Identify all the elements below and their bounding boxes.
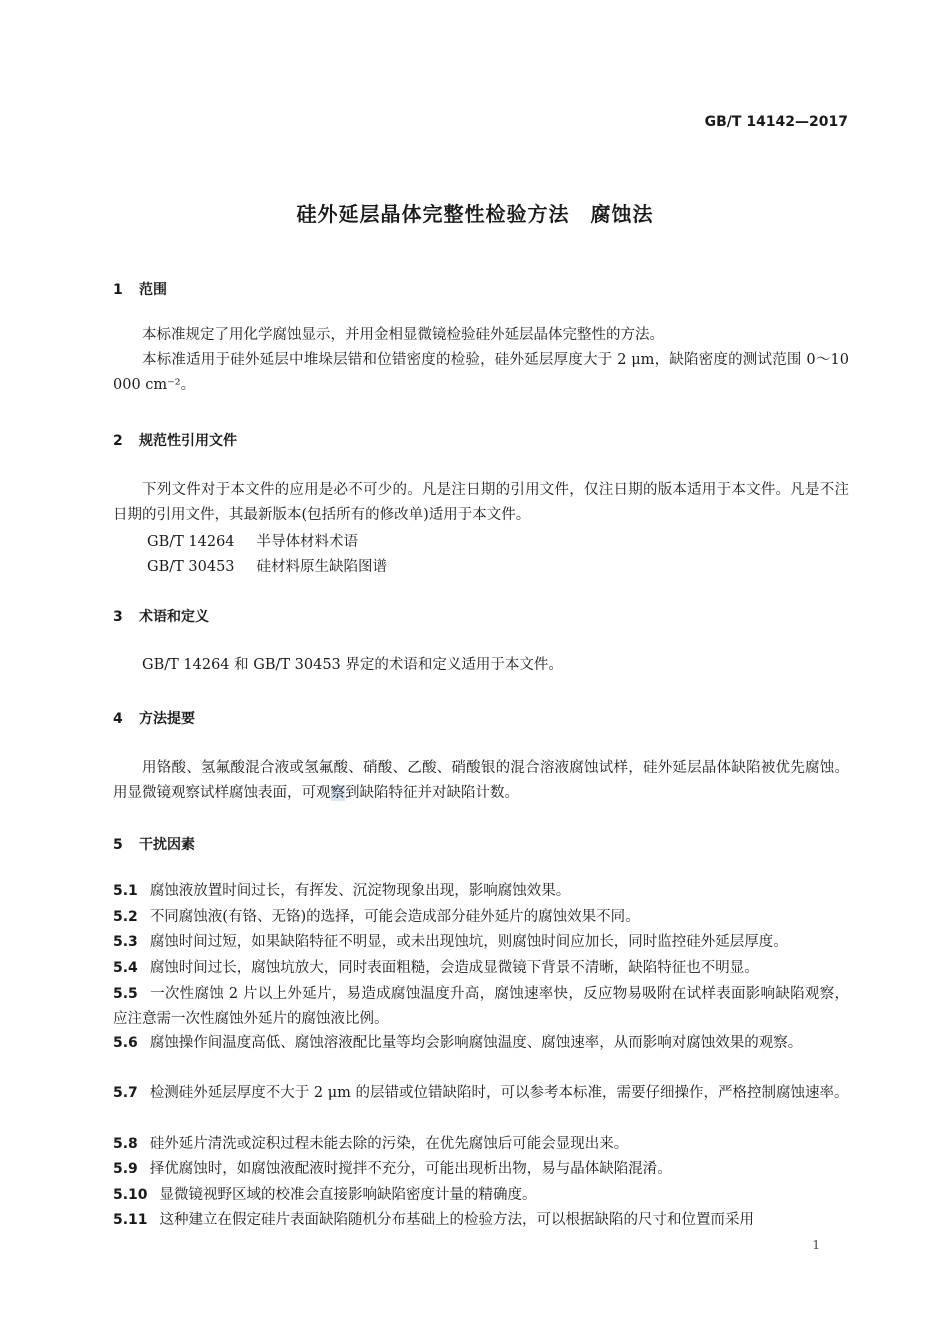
list-item	[113, 1208, 849, 1233]
list-item	[113, 1183, 849, 1208]
section-title: 方法提要	[139, 711, 195, 727]
list-item	[113, 879, 849, 904]
section-2-body	[113, 478, 849, 528]
paragraph-text: 到缺陷特征并对缺陷计数。	[345, 785, 519, 801]
list-item	[113, 982, 849, 1032]
list-item	[113, 1132, 849, 1157]
paragraph: 本标准规定了用化学腐蚀显示，并用金相显微镜检验硅外延层晶体完整性的方法。	[142, 327, 664, 343]
list-item	[113, 1031, 849, 1056]
item-text: 不同腐蚀液(有铬、无铬)的选择，可能会造成部分硅外延片的腐蚀效果不同。	[149, 909, 640, 925]
reference-code: GB/T 14264	[147, 534, 235, 550]
item-text: 检测硅外延层厚度不大于 2 μm 的层错或位错缺陷时，可以参考本标准，需要仔细操作，严格控制腐蚀速率。	[149, 1085, 849, 1101]
item-number: 5.3	[113, 934, 138, 950]
item-number: 5.1	[113, 883, 138, 899]
item-number: 5.11	[113, 1212, 148, 1228]
paragraph: GB/T 14264 和 GB/T 30453 界定的术语和定义适用于本文件。	[142, 657, 563, 673]
item-text: 腐蚀时间过长，腐蚀坑放大，同时表面粗糙，会造成显微镜下背景不清晰，缺陷特征也不明显。	[149, 960, 759, 976]
section-1-heading	[113, 279, 167, 299]
item-number: 5.7	[113, 1085, 138, 1101]
item-number: 5.2	[113, 909, 138, 925]
section-number: 5	[113, 837, 123, 853]
section-title: 干扰因素	[139, 837, 195, 853]
section-2-heading	[113, 430, 237, 450]
item-number: 5.9	[113, 1161, 138, 1177]
highlighted-text: 察	[330, 785, 345, 801]
section-3-body	[113, 653, 849, 678]
item-text: 显微镜视野区域的校准会直接影响缺陷密度计量的精确度。	[159, 1187, 537, 1203]
reference-code: GB/T 30453	[147, 559, 235, 575]
section-title: 范围	[139, 282, 167, 298]
item-number: 5.6	[113, 1035, 138, 1051]
paragraph	[113, 756, 849, 806]
item-number: 5.5	[113, 986, 138, 1002]
list-item	[113, 930, 849, 955]
reference-title: 半导体材料术语	[256, 534, 359, 550]
section-1-body	[113, 323, 849, 398]
item-text: 这种建立在假定硅片表面缺陷随机分布基础上的检验方法，可以根据缺陷的尺寸和位置而采用	[159, 1212, 755, 1228]
section-3-heading	[113, 606, 209, 626]
paragraph: 本标准适用于硅外延层中堆垛层错和位错密度的检验，硅外延层厚度大于 2 μm，缺陷密度的测试范围 0～10 000 cm⁻²。	[113, 352, 849, 393]
item-text: 硅外延片清洗或淀积过程未能去除的污染，在优先腐蚀后可能会显现出来。	[149, 1136, 629, 1152]
section-4-body	[113, 756, 849, 806]
item-text: 腐蚀操作间温度高低、腐蚀溶液配比量等均会影响腐蚀温度、腐蚀速率，从而影响对腐蚀效果的观察。	[149, 1035, 803, 1051]
section-number: 1	[113, 282, 123, 298]
item-number: 5.10	[113, 1187, 148, 1203]
page-number: 1	[812, 1238, 820, 1252]
item-number: 5.4	[113, 960, 138, 976]
list-item	[113, 956, 849, 981]
list-item	[113, 1157, 849, 1182]
section-title: 术语和定义	[139, 609, 209, 625]
normative-reference	[147, 530, 358, 551]
item-text: 择优腐蚀时，如腐蚀液配液时搅拌不充分，可能出现析出物，易与晶体缺陷混淆。	[149, 1161, 672, 1177]
item-text: 一次性腐蚀 2 片以上外延片，易造成腐蚀温度升高，腐蚀速率快，反应物易吸附在试样表面影响缺陷观察，应注意需一次性腐蚀外延片的腐蚀液比例。	[113, 986, 849, 1027]
document-title: 硅外延层晶体完整性检验方法 腐蚀法	[296, 202, 654, 226]
paragraph: 下列文件对于本文件的应用是必不可少的。凡是注日期的引用文件，仅注日期的版本适用于本文件。凡是不注日期的引用文件，其最新版本(包括所有的修改单)适用于本文件。	[113, 482, 849, 523]
section-5-heading	[113, 834, 195, 854]
item-number: 5.8	[113, 1136, 138, 1152]
normative-reference	[147, 555, 387, 576]
standard-code: GB/T 14142—2017	[704, 114, 848, 130]
section-number: 2	[113, 433, 123, 449]
section-title: 规范性引用文件	[139, 433, 237, 449]
list-item	[113, 1081, 849, 1106]
list-item	[113, 905, 849, 930]
section-number: 3	[113, 609, 123, 625]
reference-title: 硅材料原生缺陷图谱	[256, 559, 388, 575]
item-text: 腐蚀时间过短，如果缺陷特征不明显，或未出现蚀坑，则腐蚀时间应加长，同时监控硅外延层厚度。	[149, 934, 788, 950]
section-4-heading	[113, 708, 195, 728]
paragraph-text: 用铬酸、氢氟酸混合液或氢氟酸、硝酸、乙酸、硝酸银的混合溶液腐蚀试样，硅外延层晶体缺陷被优先腐蚀。用显微镜观察试样腐蚀表面，可观	[113, 760, 849, 801]
section-number: 4	[113, 711, 123, 727]
item-text: 腐蚀液放置时间过长，有挥发、沉淀物现象出现，影响腐蚀效果。	[149, 883, 571, 899]
